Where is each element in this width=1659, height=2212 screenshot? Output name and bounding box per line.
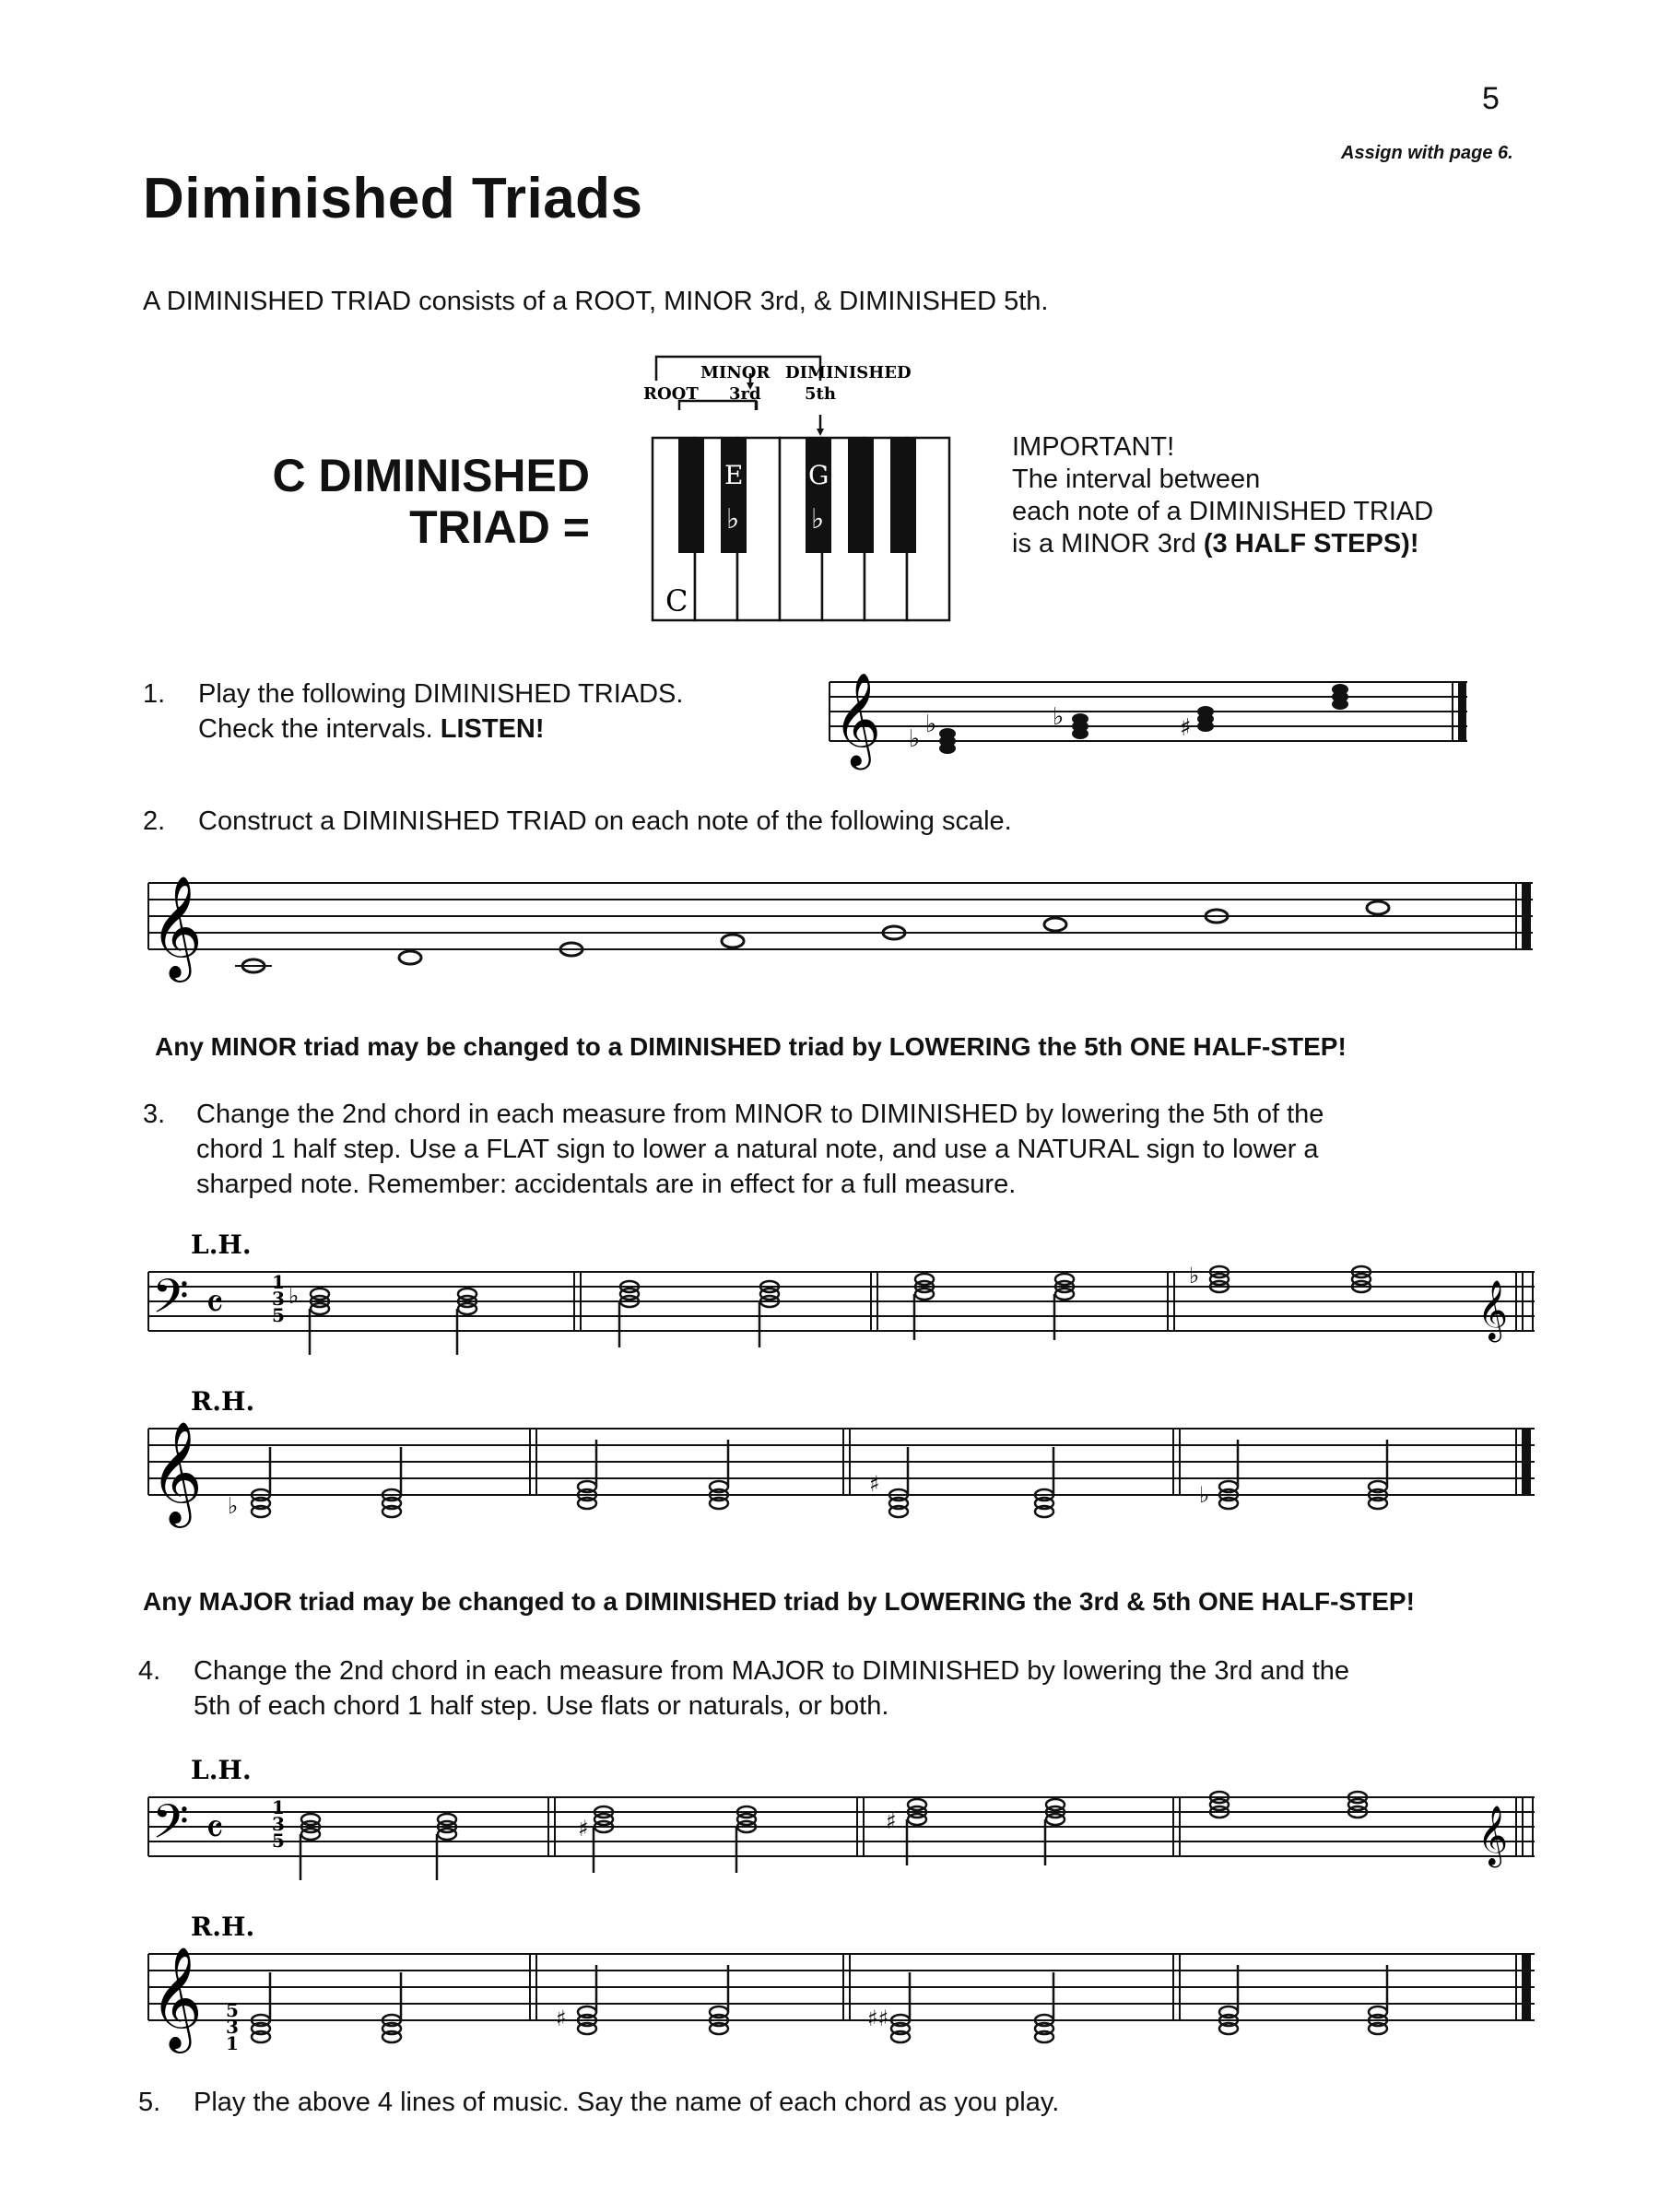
- svg-text:5: 5: [272, 1830, 285, 1852]
- svg-text:♯: ♯: [1180, 714, 1192, 742]
- keyboard-diagram: [636, 346, 986, 627]
- c-diminished-label: C DIMINISHED TRIAD =: [272, 450, 590, 553]
- key-e-label: E: [724, 460, 744, 490]
- hand-rh-label: R.H.: [191, 1386, 255, 1417]
- svg-text:♯♯: ♯♯: [867, 2006, 889, 2031]
- rule-major: Any MAJOR triad may be changed to a DIMINISHED triad by LOWERING the 3rd & 5th ONE HALF-STEP!: [143, 1587, 1415, 1616]
- common-time-icon: 𝄴: [206, 1806, 224, 1853]
- question-3: 3. Change the 2nd chord in each measure from MINOR to DIMINISHED by lowering the 5th of the chord 1 half step. Use a FLAT sign to lower a natural note, and use a NATURAL sign to lower a sharped note. Remember: accidentals are in effect for a full measure.: [143, 1100, 1324, 1199]
- treble-clef-icon: 𝄞: [150, 1420, 203, 1524]
- svg-text:♭: ♭: [925, 711, 937, 738]
- svg-text:5: 5: [226, 1999, 239, 2021]
- svg-text:1: 1: [226, 2032, 239, 2054]
- staff-q4-rh: [143, 1908, 1544, 2065]
- svg-text:♭: ♭: [1053, 703, 1065, 731]
- diminished-label: DIMINISHED: [785, 363, 912, 382]
- rule-minor: Any MINOR triad may be changed to a DIMINISHED triad by LOWERING the 5th ONE HALF-STEP!: [155, 1032, 1347, 1061]
- svg-text:♯: ♯: [869, 1471, 880, 1497]
- staff-q1: [811, 643, 1475, 772]
- question-4: 4. Change the 2nd chord in each measure from MAJOR to DIMINISHED by lowering the 3rd and the 5th of each chord 1 half step. Use flats or naturals, or both.: [138, 1656, 1350, 1721]
- assign-note: Assign with page 6.: [1341, 143, 1513, 163]
- staff-q3-lh: [143, 1226, 1544, 1364]
- svg-text:1: 1: [272, 1271, 285, 1293]
- svg-text:♭: ♭: [228, 1493, 239, 1519]
- question-1: 1. Play the following DIMINISHED TRIADS. Check the intervals. LISTEN!: [143, 679, 684, 744]
- q1-chords: [909, 684, 1348, 754]
- treble-clef-change-icon: 𝄞: [1477, 1280, 1509, 1340]
- staff-q3-rh: [143, 1382, 1544, 1539]
- question-2: 2. Construct a DIMINISHED TRIAD on each note of the following scale.: [143, 806, 1012, 836]
- svg-text:♭: ♭: [1189, 1263, 1200, 1288]
- treble-clef-icon: 𝄞: [150, 875, 203, 978]
- svg-text:1: 1: [272, 1796, 285, 1818]
- svg-text:♭: ♭: [288, 1283, 300, 1309]
- hand-lh-label: L.H.: [191, 1755, 252, 1785]
- key-g-label: G: [808, 460, 830, 490]
- svg-text:3: 3: [226, 2016, 239, 2038]
- question-5: 5. Play the above 4 lines of music. Say the name of each chord as you play.: [138, 2088, 1060, 2117]
- page-title: Diminished Triads: [143, 167, 643, 230]
- bass-clef-icon: 𝄢: [152, 1268, 189, 1335]
- svg-text:♯: ♯: [556, 2006, 567, 2031]
- svg-text:♭: ♭: [909, 725, 921, 753]
- staff-q2: [143, 848, 1544, 986]
- minor-label: MINOR: [700, 363, 771, 382]
- third-label: 3rd: [729, 384, 761, 404]
- svg-text:♯: ♯: [578, 1816, 589, 1841]
- flat-g-label: ♭: [811, 503, 825, 535]
- intro-text: A DIMINISHED TRIAD consists of a ROOT, MINOR 3rd, & DIMINISHED 5th.: [143, 287, 1049, 316]
- svg-text:♯: ♯: [886, 1808, 897, 1834]
- svg-text:♭: ♭: [1199, 1482, 1210, 1508]
- svg-text:3: 3: [272, 1288, 285, 1310]
- hand-rh-label: R.H.: [191, 1912, 255, 1942]
- page-number: 5: [1482, 81, 1500, 116]
- svg-text:3: 3: [272, 1813, 285, 1835]
- svg-text:5: 5: [272, 1304, 285, 1326]
- root-label: ROOT: [643, 384, 699, 404]
- treble-clef-icon: 𝄞: [833, 671, 882, 766]
- fifth-label: 5th: [805, 384, 836, 404]
- treble-clef-change-icon: 𝄞: [1477, 1806, 1509, 1865]
- scale-notes: [242, 901, 1389, 972]
- staff-q4-lh: [143, 1751, 1544, 1889]
- hand-lh-label: L.H.: [191, 1230, 252, 1260]
- bass-clef-icon: 𝄢: [152, 1794, 189, 1861]
- important-note: IMPORTANT! The interval between each note of a DIMINISHED TRIAD is a MINOR 3rd (3 HALF STEPS)!: [1012, 432, 1434, 559]
- common-time-icon: 𝄴: [206, 1281, 224, 1328]
- treble-clef-icon: 𝄞: [150, 1946, 203, 2049]
- flat-e-label: ♭: [726, 503, 740, 535]
- key-c-label: C: [665, 583, 688, 618]
